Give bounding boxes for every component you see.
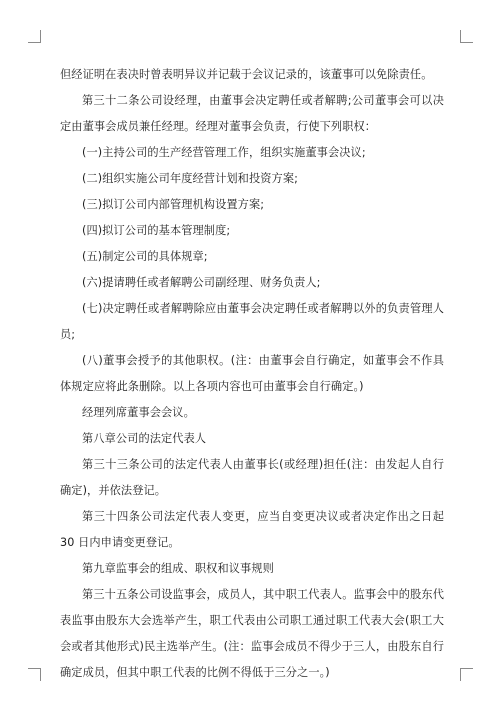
paragraph: 但经证明在表决时曾表明异议并记载于会议记录的，该董事可以免除责任。	[60, 68, 433, 81]
list-item: (八)董事会授予的其他职权。(注：由董事会自行确定，如董事会不作具体规定应将此条删除。以上各项内容也可由董事会自行确定。)	[60, 354, 444, 393]
list-item: (五)制定公司的具体规章;	[82, 250, 208, 263]
list-item: (七)决定聘任或者解聘除应由董事会决定聘任或者解聘以外的负责管理人员;	[60, 302, 444, 341]
paragraph: 经理列席董事会会议。	[82, 406, 195, 419]
article-34-paragraph: 第三十四条公司法定代表人变更，应当自变更决议或者决定作出之日起 30 日内申请变更登记。	[60, 510, 444, 549]
chapter-heading: 第九章监事会的组成、职权和议事规则	[82, 562, 274, 575]
list-item: (三)拟订公司内部管理机构设置方案;	[82, 198, 265, 211]
list-item: (四)拟订公司的基本管理制度;	[82, 224, 231, 237]
article-32-paragraph: 第三十二条公司设经理，由董事会决定聘任或者解聘;公司董事会可以决定由董事会成员兼任经理。经理对董事会负责，行使下列职权：	[60, 94, 444, 133]
crop-mark-bottom-left	[28, 668, 41, 681]
crop-mark-top-left	[28, 30, 41, 43]
crop-mark-bottom-right	[460, 668, 473, 681]
list-item: (六)提请聘任或者解聘公司副经理、财务负责人;	[82, 276, 321, 289]
document-body	[60, 62, 444, 686]
list-item: (二)组织实施公司年度经营计划和投资方案;	[82, 172, 298, 185]
article-35-paragraph: 第三十五条公司设监事会，成员人，其中职工代表人。监事会中的股东代表监事由股东大会选举产生，职工代表由公司职工通过职工代表大会(职工大会或者其他形式)民主选举产生。(注：监事会成员不得少于三人，由股东自行确定成员，但其中职工代表的比例不得低于三分之一。)	[60, 588, 444, 679]
crop-mark-top-right	[460, 30, 473, 43]
list-item: (一)主持公司的生产经营管理工作，组织实施董事会决议;	[82, 146, 366, 159]
chapter-heading: 第八章公司的法定代表人	[82, 432, 207, 445]
article-33-paragraph: 第三十三条公司的法定代表人由董事长(或经理)担任(注：由发起人自行确定)，并依法登记。	[60, 458, 444, 497]
